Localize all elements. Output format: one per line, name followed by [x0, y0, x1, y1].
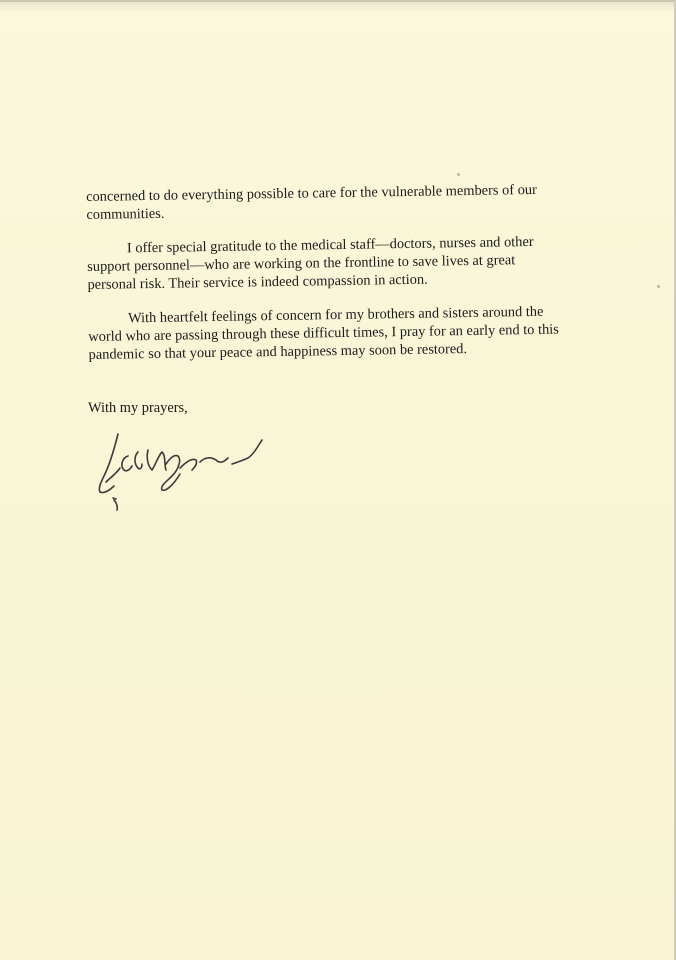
letter-body — [86, 180, 589, 364]
text-line: concerned to do everything possible to care for the vulnerable members of our — [86, 181, 537, 205]
paper-speck — [657, 285, 660, 288]
closing-line: With my prayers, — [88, 400, 188, 416]
text-line: pandemic so that your peace and happiness may soon be restored. — [88, 341, 468, 363]
paper-top-edge — [0, 2, 676, 11]
text-line: world who are passing through these difficult times, I pray for an early end to this — [88, 321, 559, 345]
paragraph-3 — [88, 302, 589, 364]
paper-speck — [457, 173, 460, 176]
text-line: I offer special gratitude to the medical staff—doctors, nurses and other — [126, 233, 534, 257]
text-line: communities. — [86, 205, 165, 223]
text-line: support personnel—who are working on the frontline to save lives at great — [87, 252, 516, 275]
text-line: With heartfelt feelings of concern for my brothers and sisters around the — [127, 303, 544, 327]
handwritten-signature — [92, 428, 272, 518]
text-line: personal risk. Their service is indeed compassion in action. — [87, 271, 428, 293]
paragraph-2 — [87, 232, 588, 294]
